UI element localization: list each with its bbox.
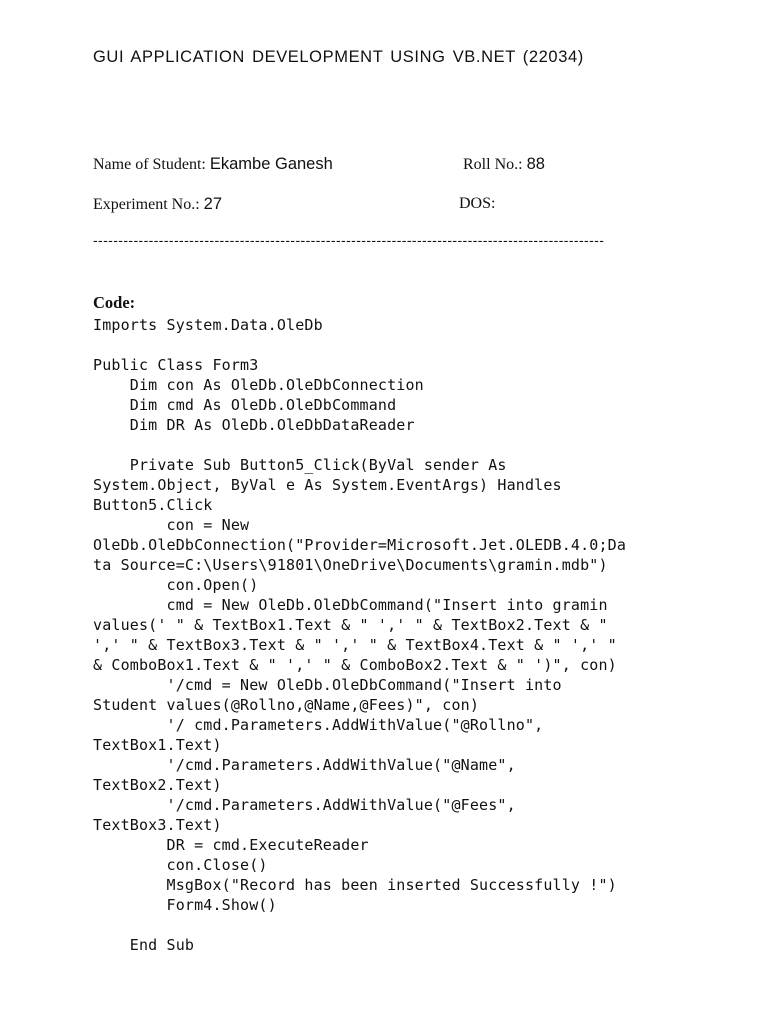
code-line: con.Close() xyxy=(93,856,268,874)
code-line: con = New xyxy=(93,516,250,534)
code-line xyxy=(93,335,626,355)
experiment-number-value: 27 xyxy=(203,195,222,213)
experiment-number-field xyxy=(93,195,222,214)
code-line: Form4.Show() xyxy=(93,896,277,914)
student-name-label: Name of Student: xyxy=(93,156,206,173)
code-line: & ComboBox1.Text & " ',' " & ComboBox2.Text & " ')", con) xyxy=(93,656,617,674)
code-line: '/cmd = New OleDb.OleDbCommand("Insert into xyxy=(93,676,562,694)
code-line: values(' " & TextBox1.Text & " ',' " & TextBox2.Text & " xyxy=(93,616,608,634)
code-line: '/cmd.Parameters.AddWithValue("@Name", xyxy=(93,756,516,774)
roll-number-value: 88 xyxy=(526,155,545,173)
code-line: ta Source=C:\Users\91801\OneDrive\Documents\gramin.mdb") xyxy=(93,556,608,574)
code-line: Dim con As OleDb.OleDbConnection xyxy=(93,376,424,394)
code-line: '/ cmd.Parameters.AddWithValue("@Rollno", xyxy=(93,716,544,734)
code-line: TextBox1.Text) xyxy=(93,736,222,754)
code-heading: Code: xyxy=(93,293,136,312)
student-name-value: Ekambe Ganesh xyxy=(209,155,333,173)
code-line: Private Sub Button5_Click(ByVal sender As xyxy=(93,456,507,474)
code-line: Dim cmd As OleDb.OleDbCommand xyxy=(93,396,397,414)
code-line: ',' " & TextBox3.Text & " ',' " & TextBox4.Text & " ',' " xyxy=(93,636,617,654)
code-line: End Sub xyxy=(93,936,195,954)
code-line: TextBox2.Text) xyxy=(93,776,222,794)
code-line: '/cmd.Parameters.AddWithValue("@Fees", xyxy=(93,796,516,814)
code-line: System.Object, ByVal e As System.EventArgs) Handles xyxy=(93,476,562,494)
code-line: TextBox3.Text) xyxy=(93,816,222,834)
document-title: GUI APPLICATION DEVELOPMENT USING VB.NET (22034) xyxy=(93,48,584,66)
code-line: MsgBox("Record has been inserted Successfully !") xyxy=(93,876,617,894)
code-line: cmd = New OleDb.OleDbCommand("Insert into gramin xyxy=(93,596,608,614)
code-line: Imports System.Data.OleDb xyxy=(93,316,323,334)
code-line: Button5.Click xyxy=(93,496,213,514)
roll-number-label: Roll No.: xyxy=(463,156,523,173)
code-line xyxy=(93,915,626,935)
code-line: DR = cmd.ExecuteReader xyxy=(93,836,369,854)
code-line xyxy=(93,435,626,455)
code-line: Student values(@Rollno,@Name,@Fees)", con) xyxy=(93,696,480,714)
student-name-field xyxy=(93,155,333,174)
dos-field xyxy=(459,195,495,213)
code-line: OleDb.OleDbConnection("Provider=Microsoft.Jet.OLEDB.4.0;Da xyxy=(93,536,627,554)
experiment-info-row xyxy=(93,195,713,219)
code-line: con.Open() xyxy=(93,576,259,594)
code-line: Public Class Form3 xyxy=(93,356,259,374)
experiment-number-label: Experiment No.: xyxy=(93,196,200,213)
code-listing xyxy=(93,315,626,955)
section-divider: ----------------------------------------------------------------------------------------------------- xyxy=(93,232,605,248)
dos-label: DOS: xyxy=(459,195,496,212)
code-line: Dim DR As OleDb.OleDbDataReader xyxy=(93,416,415,434)
student-info-row xyxy=(93,155,713,179)
roll-number-field xyxy=(463,155,545,174)
